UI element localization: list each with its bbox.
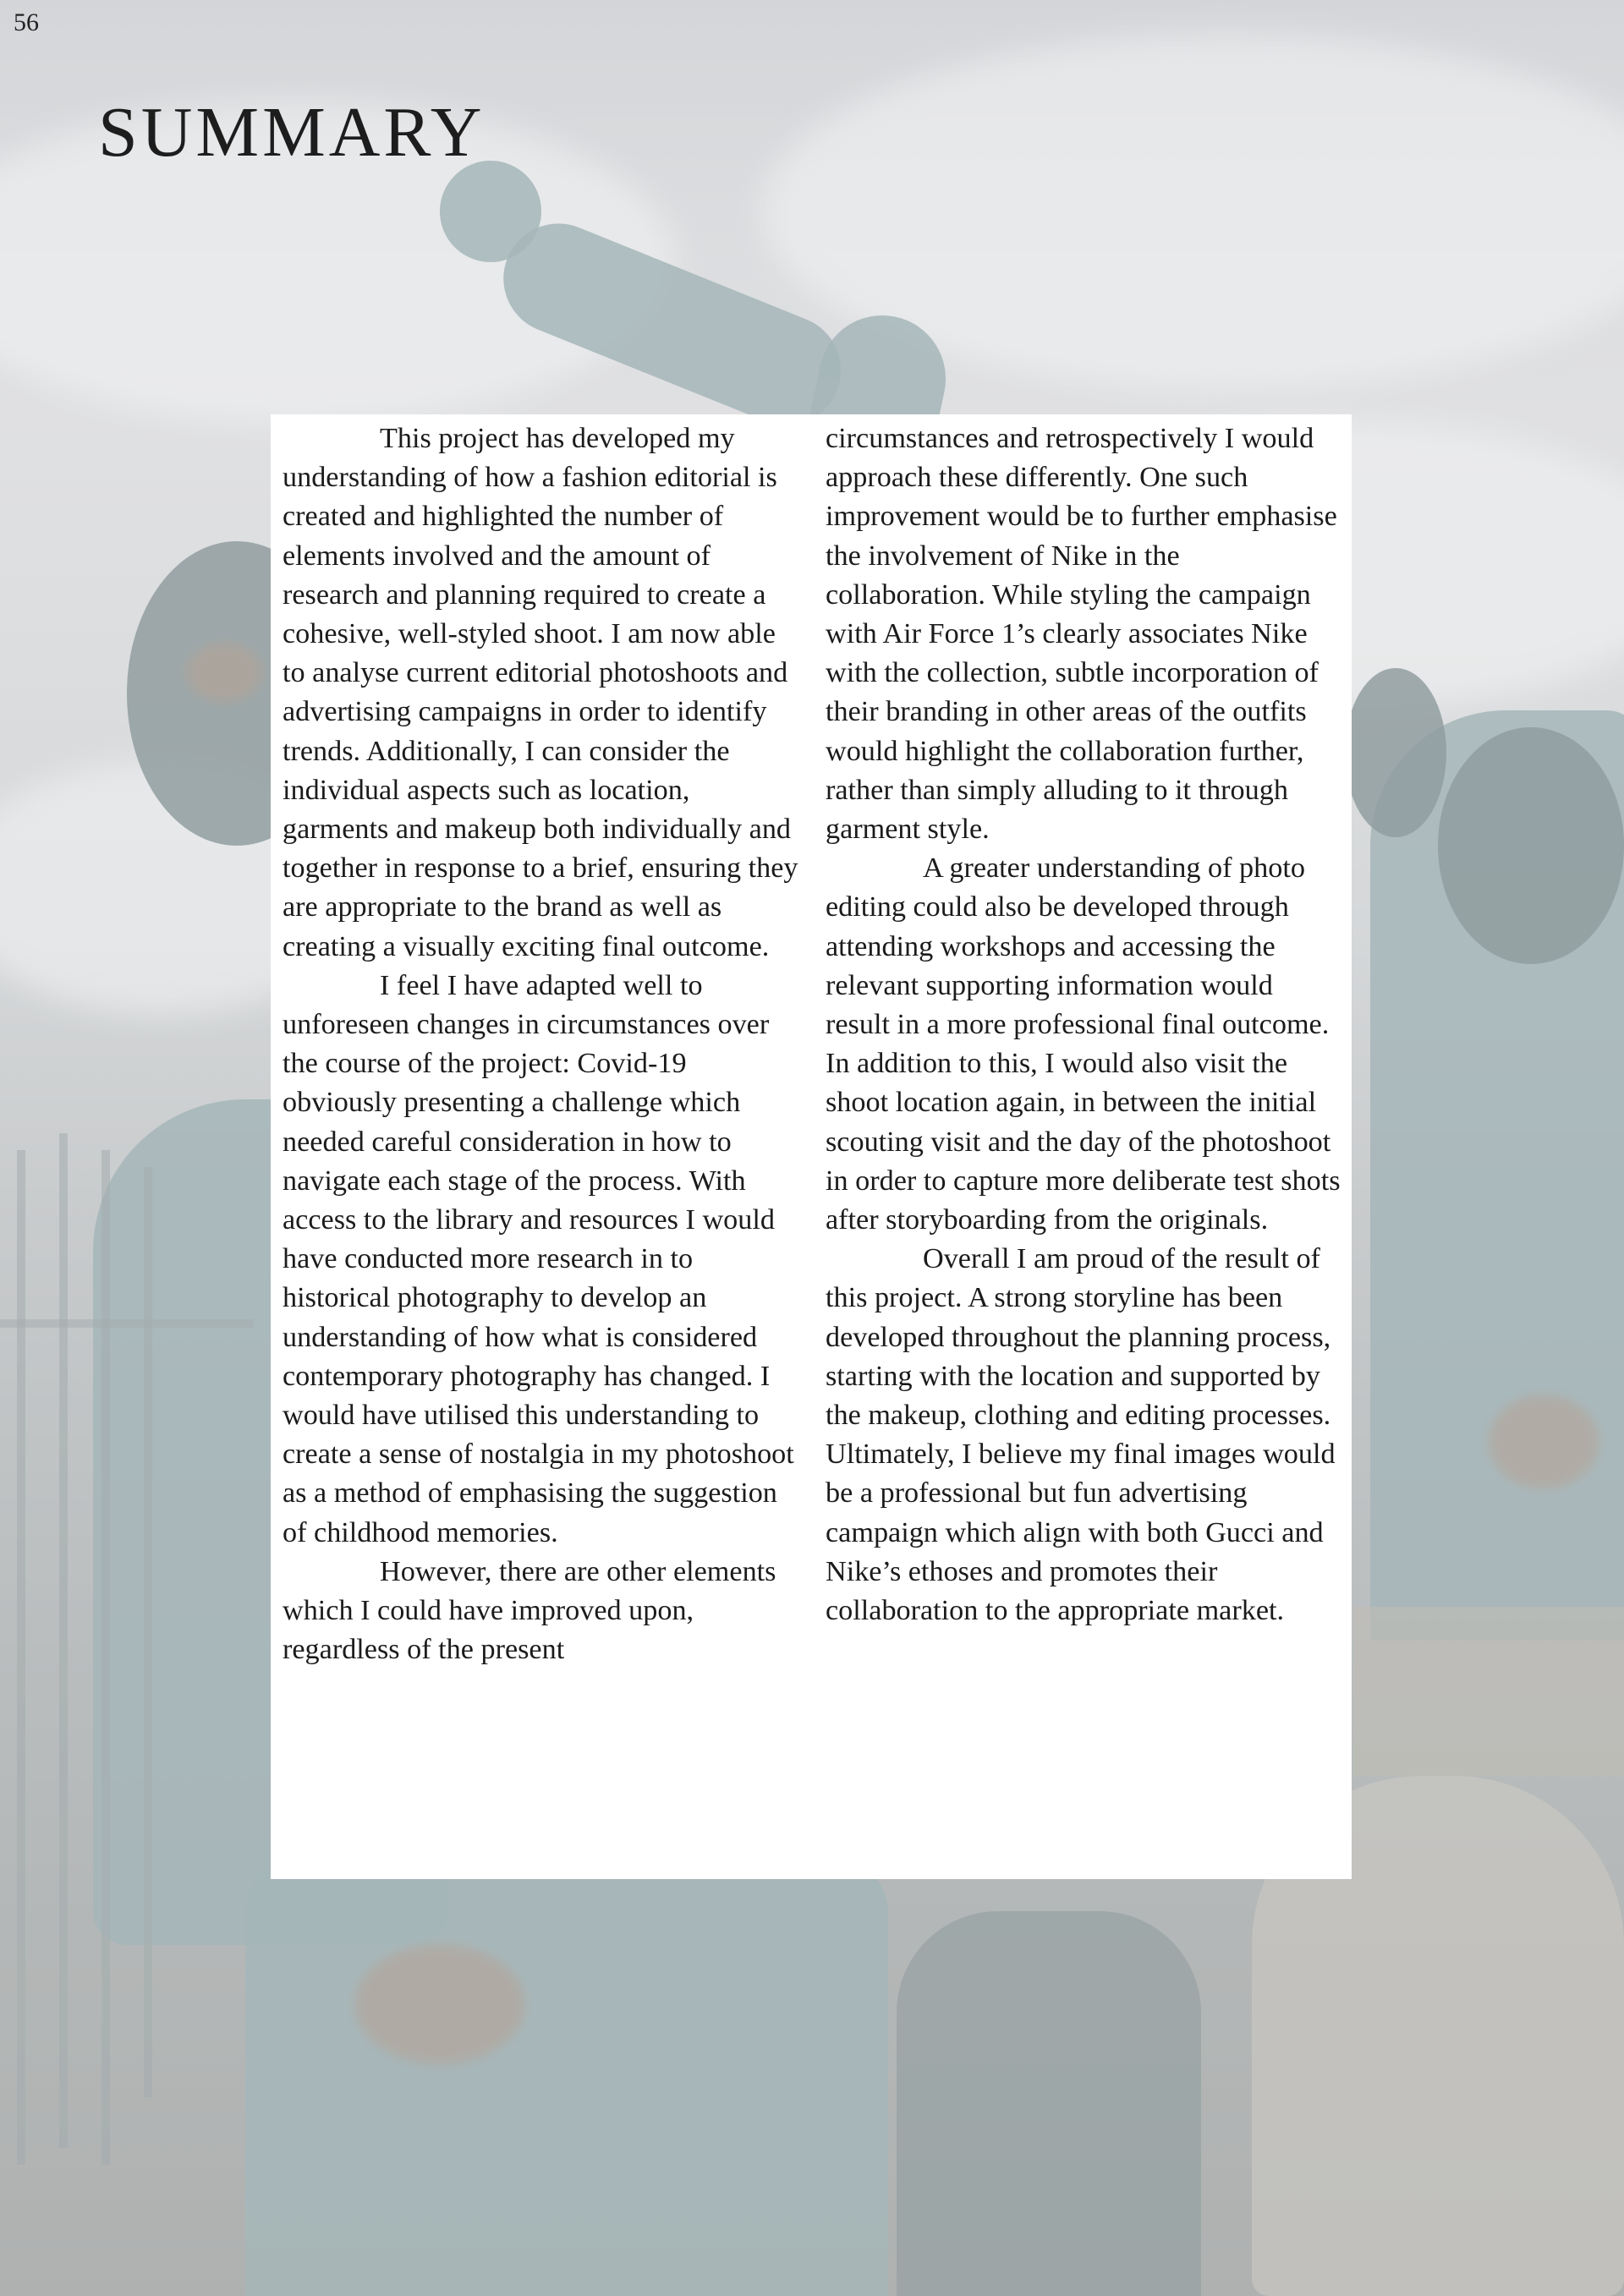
paragraph-continuation: circumstances and retrospectively I would approach these differently. One such improvement would be to further emphasise the involvement of Nike in the collaboration. While styling the campaign with Air Force 1’s clearly associates Nike with the collection, subtle incorporation of their branding in other areas of the outfits would highlight the collaboration further, rather than simply alluding to it through garment style. — [826, 423, 1337, 846]
page-title: SUMMARY — [98, 93, 486, 172]
paragraph: Overall I am proud of the result of this project. A strong storyline has been developed throughout the planning process, starting with the location and supported by the makeup, clothing and editing processes. Ultimately, I believe my final images would be a professional but fun advertising campaign which align with both Gucci and Nike’s ethoses and promotes their collaboration to the appropriate market. — [826, 1243, 1336, 1627]
paragraph: However, there are other elements which I could have improved upon, regardless of the present — [283, 1555, 776, 1666]
paragraph: A greater understanding of photo editing could also be developed through attending workshops and accessing the relevant supporting information would result in a more professional final outcome. In addition to this, I would also visit the shoot location again, in between the initial scouting visit and the day of the photoshoot in order to capture more deliberate test shots after storyboarding from the originals. — [826, 852, 1341, 1236]
text-column-left — [283, 419, 798, 1879]
summary-text-box — [271, 414, 1352, 1879]
paragraph: This project has developed my understanding of how a fashion editorial is created and highlighted the number of elements involved and the amount of research and planning required to create a cohesive, well-styled shoot. I am now able to analyse current editorial photoshoots and advertising campaigns in order to identify trends. Additionally, I can consider the individual aspects such as location, garments and makeup both individually and together in response to a brief, ensuring they are appropriate to the brand as well as creating a visually exciting final outcome. — [283, 423, 798, 962]
text-column-right — [826, 419, 1341, 1879]
page-number: 56 — [14, 8, 39, 36]
paragraph: I feel I have adapted well to unforeseen changes in circumstances over the course of the project: Covid-19 obviously presenting a challenge which needed careful consideration in how to navigate each stage of the process. With access to the library and resources I would have conducted more research in to historical photography to develop an understanding of how what is considered contemporary photography has changed. I would have utilised this understanding to create a sense of nostalgia in my photoshoot as a method of emphasising the suggestion of childhood memories. — [283, 969, 794, 1548]
